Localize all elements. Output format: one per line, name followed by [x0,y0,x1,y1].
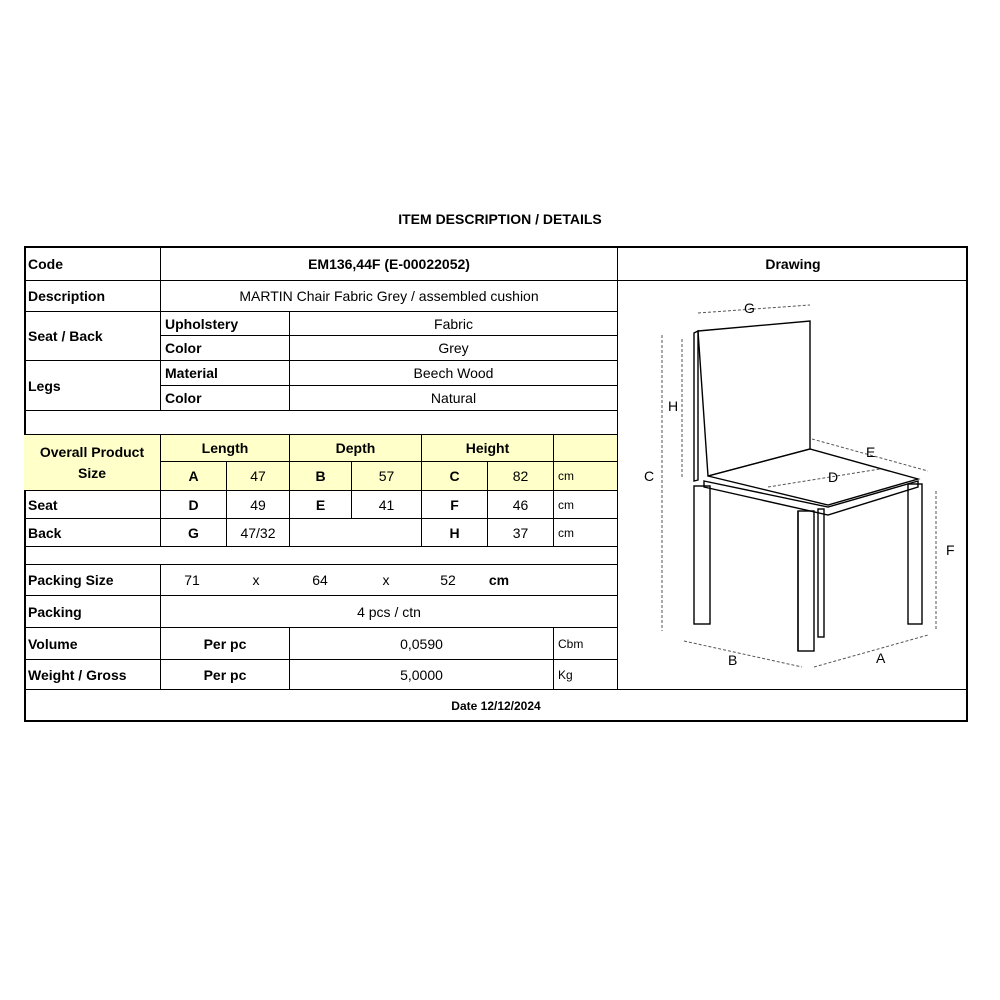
value-d: 49 [226,490,289,518]
weight-per: Per pc [160,659,289,689]
legs-color-label: Color [160,385,289,410]
chair-backrest-side [694,331,698,481]
back-size-label: Back [24,518,160,546]
description-value: MARTIN Chair Fabric Grey / assembled cushion [160,280,617,311]
height-header: Height [421,434,553,461]
value-e: 41 [351,490,421,518]
back-depth-empty [289,518,421,546]
length-header: Length [160,434,289,461]
label-h: H [668,398,679,414]
seat-size-label: Seat [24,490,160,518]
packing-length: 71 [184,571,200,588]
overall-unit: cm [553,461,617,490]
material-label: Material [160,360,289,385]
value-c: 82 [487,461,553,490]
packing-width: 64 [312,571,328,588]
value-f: 46 [487,490,553,518]
letter-g: G [160,518,226,546]
value-h: 37 [487,518,553,546]
seat-back-label: Seat / Back [24,311,160,360]
weight-unit: Kg [553,659,617,689]
label-e: E [866,444,876,460]
letter-a: A [160,461,226,490]
description-label: Description [24,280,160,311]
overall-size-label-line2: Size [77,464,106,481]
chair-leg-front-left [798,511,814,651]
packing-x1: x [252,571,260,588]
chair-leg-front-right [908,484,922,624]
legs-label: Legs [24,360,160,410]
document-title: ITEM DESCRIPTION / DETAILS [398,211,602,227]
value-a: 47 [226,461,289,490]
seat-color-label: Color [160,335,289,360]
overall-size-label-line1: Overall Product [39,444,145,461]
upholstery-label: Upholstery [160,311,289,335]
code-value: EM136,44F (E-00022052) [160,248,617,280]
upholstery-value: Fabric [289,311,617,335]
legs-color-value: Natural [289,385,617,410]
letter-f: F [421,490,487,518]
label-f: F [946,542,955,558]
chair-leg-inner [818,509,824,637]
value-b: 57 [351,461,421,490]
packing-unit: cm [488,571,510,588]
volume-per: Per pc [160,627,289,659]
weight-value: 5,0000 [289,659,553,689]
letter-c: C [421,461,487,490]
drawing-header: Drawing [765,256,821,272]
packing-x2: x [382,571,390,588]
label-b: B [728,652,738,668]
volume-unit: Cbm [553,627,617,659]
material-value: Beech Wood [289,360,617,385]
overall-size-label [24,434,160,490]
label-d: D [828,469,839,485]
date-row: Date 12/12/2024 [24,689,968,721]
dim-line-d [768,469,880,487]
packing-label: Packing [24,595,160,627]
packing-value: 4 pcs / ctn [160,595,617,627]
weight-label: Weight / Gross [24,659,160,689]
spacer-row [24,410,617,434]
back-unit: cm [553,518,617,546]
chair-drawing [618,281,968,691]
spacer-row-2 [24,546,617,564]
packing-size-label: Packing Size [24,564,160,595]
depth-header: Depth [289,434,421,461]
label-c: C [644,468,655,484]
seat-unit: cm [553,490,617,518]
letter-b: B [289,461,351,490]
label-a: A [876,650,886,666]
unit-header [553,434,617,461]
letter-d: D [160,490,226,518]
letter-e: E [289,490,351,518]
code-label: Code [28,256,63,272]
letter-h: H [421,518,487,546]
volume-value: 0,0590 [289,627,553,659]
label-g: G [744,300,755,316]
chair-leg-back-left [694,486,710,624]
seat-color-value: Grey [289,335,617,360]
dim-line-b [684,641,802,667]
value-g: 47/32 [226,518,289,546]
volume-label: Volume [24,627,160,659]
chair-seat-frame [704,481,918,515]
packing-height: 52 [440,571,456,588]
dim-line-a [814,635,928,667]
